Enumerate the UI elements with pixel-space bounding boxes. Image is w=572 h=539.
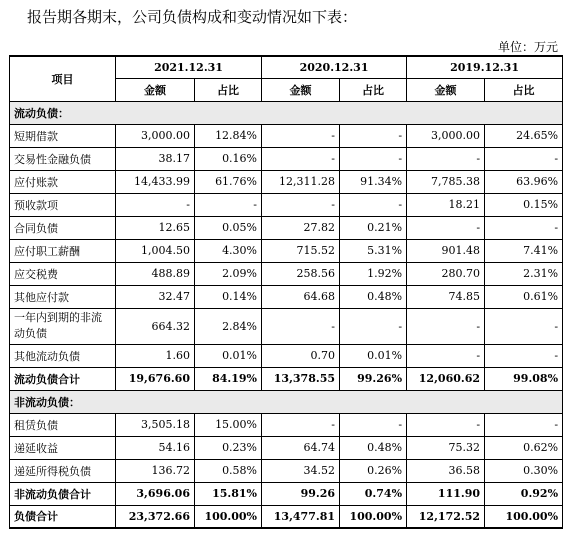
amount-cell: 32.47 <box>116 285 195 308</box>
ratio-cell: 61.76% <box>195 170 262 193</box>
table-row <box>10 147 563 170</box>
amount-cell: - <box>407 344 485 367</box>
ratio-cell: 0.26% <box>340 459 407 482</box>
ratio-cell: 0.61% <box>485 285 563 308</box>
amount-cell: 64.74 <box>262 436 340 459</box>
table-row <box>10 170 563 193</box>
ratio-cell: 5.31% <box>340 239 407 262</box>
ratio-cell: 84.19% <box>195 367 262 390</box>
table-row <box>10 459 563 482</box>
amount-cell: 13,477.81 <box>262 505 340 528</box>
section-row <box>10 390 563 413</box>
table-row <box>10 216 563 239</box>
row-label: 预收款项 <box>10 193 116 216</box>
amount-cell: 18.21 <box>407 193 485 216</box>
amount-cell: - <box>407 413 485 436</box>
amount-cell: 34.52 <box>262 459 340 482</box>
amount-cell: 27.82 <box>262 216 340 239</box>
ratio-cell: - <box>340 413 407 436</box>
table-row <box>10 413 563 436</box>
table-row <box>10 193 563 216</box>
amount-cell: 12,172.52 <box>407 505 485 528</box>
amount-cell: 0.70 <box>262 344 340 367</box>
ratio-cell: 100.00% <box>340 505 407 528</box>
amount-cell: 280.70 <box>407 262 485 285</box>
ratio-cell: 0.23% <box>195 436 262 459</box>
intro-text: 报告期各期末，公司负债构成和变动情况如下表： <box>27 8 358 26</box>
ratio-cell: 0.48% <box>340 436 407 459</box>
table-row <box>10 285 563 308</box>
ratio-cell: 15.81% <box>195 482 262 505</box>
ratio-cell: - <box>340 147 407 170</box>
amount-cell: 901.48 <box>407 239 485 262</box>
amount-cell: 74.85 <box>407 285 485 308</box>
liabilities-table <box>9 55 563 529</box>
ratio-cell: 2.31% <box>485 262 563 285</box>
row-label: 应付账款 <box>10 170 116 193</box>
amount-cell: 1,004.50 <box>116 239 195 262</box>
amount-cell: 12,311.28 <box>262 170 340 193</box>
row-label: 负债合计 <box>10 505 116 528</box>
table-row <box>10 124 563 147</box>
ratio-cell: 99.26% <box>340 367 407 390</box>
amount-cell: 488.89 <box>116 262 195 285</box>
section-label: 非流动负债： <box>10 390 563 413</box>
ratio-cell: 99.08% <box>485 367 563 390</box>
ratio-cell: - <box>485 344 563 367</box>
amount-cell: 715.52 <box>262 239 340 262</box>
amount-cell: 1.60 <box>116 344 195 367</box>
amount-cell: 3,505.18 <box>116 413 195 436</box>
amount-cell: 23,372.66 <box>116 505 195 528</box>
amount-cell: 136.72 <box>116 459 195 482</box>
table-row <box>10 308 563 344</box>
ratio-cell: 2.09% <box>195 262 262 285</box>
ratio-cell: - <box>485 147 563 170</box>
header-ratio-2021: 占比 <box>195 78 262 101</box>
row-label: 应付职工薪酬 <box>10 239 116 262</box>
ratio-cell: - <box>195 193 262 216</box>
row-label: 一年内到期的非流动负债 <box>10 308 116 344</box>
header-amount-2021: 金额 <box>116 78 195 101</box>
ratio-cell: - <box>340 124 407 147</box>
amount-cell: - <box>262 124 340 147</box>
total-row <box>10 505 563 528</box>
row-label: 递延收益 <box>10 436 116 459</box>
total-row <box>10 482 563 505</box>
ratio-cell: 0.30% <box>485 459 563 482</box>
amount-cell: 3,000.00 <box>407 124 485 147</box>
ratio-cell: 0.92% <box>485 482 563 505</box>
section-label: 流动负债： <box>10 101 563 124</box>
ratio-cell: - <box>485 413 563 436</box>
amount-cell: - <box>262 413 340 436</box>
header-period-2019: 2019.12.31 <box>407 56 563 78</box>
ratio-cell: 0.16% <box>195 147 262 170</box>
table-row <box>10 239 563 262</box>
unit-label: 单位：万元 <box>497 40 558 54</box>
header-amount-2020: 金额 <box>262 78 340 101</box>
ratio-cell: 7.41% <box>485 239 563 262</box>
section-row <box>10 101 563 124</box>
amount-cell: 111.90 <box>407 482 485 505</box>
table-row <box>10 344 563 367</box>
table-body <box>10 101 563 528</box>
amount-cell: 54.16 <box>116 436 195 459</box>
ratio-cell: - <box>485 216 563 239</box>
amount-cell: - <box>262 193 340 216</box>
header-item: 项目 <box>10 56 116 101</box>
ratio-cell: - <box>340 193 407 216</box>
ratio-cell: 100.00% <box>195 505 262 528</box>
amount-cell: 3,000.00 <box>116 124 195 147</box>
ratio-cell: 12.84% <box>195 124 262 147</box>
ratio-cell: 0.74% <box>340 482 407 505</box>
ratio-cell: 0.21% <box>340 216 407 239</box>
ratio-cell: 0.05% <box>195 216 262 239</box>
row-label: 其他应付款 <box>10 285 116 308</box>
ratio-cell: 15.00% <box>195 413 262 436</box>
ratio-cell: 100.00% <box>485 505 563 528</box>
header-ratio-2019: 占比 <box>485 78 563 101</box>
ratio-cell: 0.15% <box>485 193 563 216</box>
ratio-cell: 24.65% <box>485 124 563 147</box>
ratio-cell: - <box>485 308 563 344</box>
row-label: 合同负债 <box>10 216 116 239</box>
ratio-cell: 0.01% <box>340 344 407 367</box>
amount-cell: 19,676.60 <box>116 367 195 390</box>
ratio-cell: 2.84% <box>195 308 262 344</box>
header-ratio-2020: 占比 <box>340 78 407 101</box>
amount-cell: - <box>262 147 340 170</box>
total-row <box>10 367 563 390</box>
amount-cell: - <box>262 308 340 344</box>
amount-cell: 7,785.38 <box>407 170 485 193</box>
ratio-cell: 91.34% <box>340 170 407 193</box>
amount-cell: - <box>116 193 195 216</box>
amount-cell: - <box>407 216 485 239</box>
ratio-cell: - <box>340 308 407 344</box>
row-label: 应交税费 <box>10 262 116 285</box>
table-row <box>10 262 563 285</box>
table-row <box>10 436 563 459</box>
header-period-2020: 2020.12.31 <box>262 56 407 78</box>
row-label: 交易性金融负债 <box>10 147 116 170</box>
ratio-cell: 1.92% <box>340 262 407 285</box>
ratio-cell: 63.96% <box>485 170 563 193</box>
amount-cell: 36.58 <box>407 459 485 482</box>
amount-cell: 38.17 <box>116 147 195 170</box>
row-label: 流动负债合计 <box>10 367 116 390</box>
row-label: 递延所得税负债 <box>10 459 116 482</box>
ratio-cell: 0.62% <box>485 436 563 459</box>
row-label: 非流动负债合计 <box>10 482 116 505</box>
amount-cell: 12,060.62 <box>407 367 485 390</box>
ratio-cell: 0.48% <box>340 285 407 308</box>
row-label: 其他流动负债 <box>10 344 116 367</box>
ratio-cell: 4.30% <box>195 239 262 262</box>
ratio-cell: 0.01% <box>195 344 262 367</box>
ratio-cell: 0.58% <box>195 459 262 482</box>
amount-cell: 664.32 <box>116 308 195 344</box>
amount-cell: 75.32 <box>407 436 485 459</box>
amount-cell: - <box>407 147 485 170</box>
amount-cell: 64.68 <box>262 285 340 308</box>
amount-cell: 14,433.99 <box>116 170 195 193</box>
header-period-2021: 2021.12.31 <box>116 56 262 78</box>
amount-cell: 12.65 <box>116 216 195 239</box>
header-amount-2019: 金额 <box>407 78 485 101</box>
amount-cell: 13,378.55 <box>262 367 340 390</box>
ratio-cell: 0.14% <box>195 285 262 308</box>
amount-cell: 3,696.06 <box>116 482 195 505</box>
amount-cell: 99.26 <box>262 482 340 505</box>
row-label: 租赁负债 <box>10 413 116 436</box>
row-label: 短期借款 <box>10 124 116 147</box>
amount-cell: - <box>407 308 485 344</box>
amount-cell: 258.56 <box>262 262 340 285</box>
